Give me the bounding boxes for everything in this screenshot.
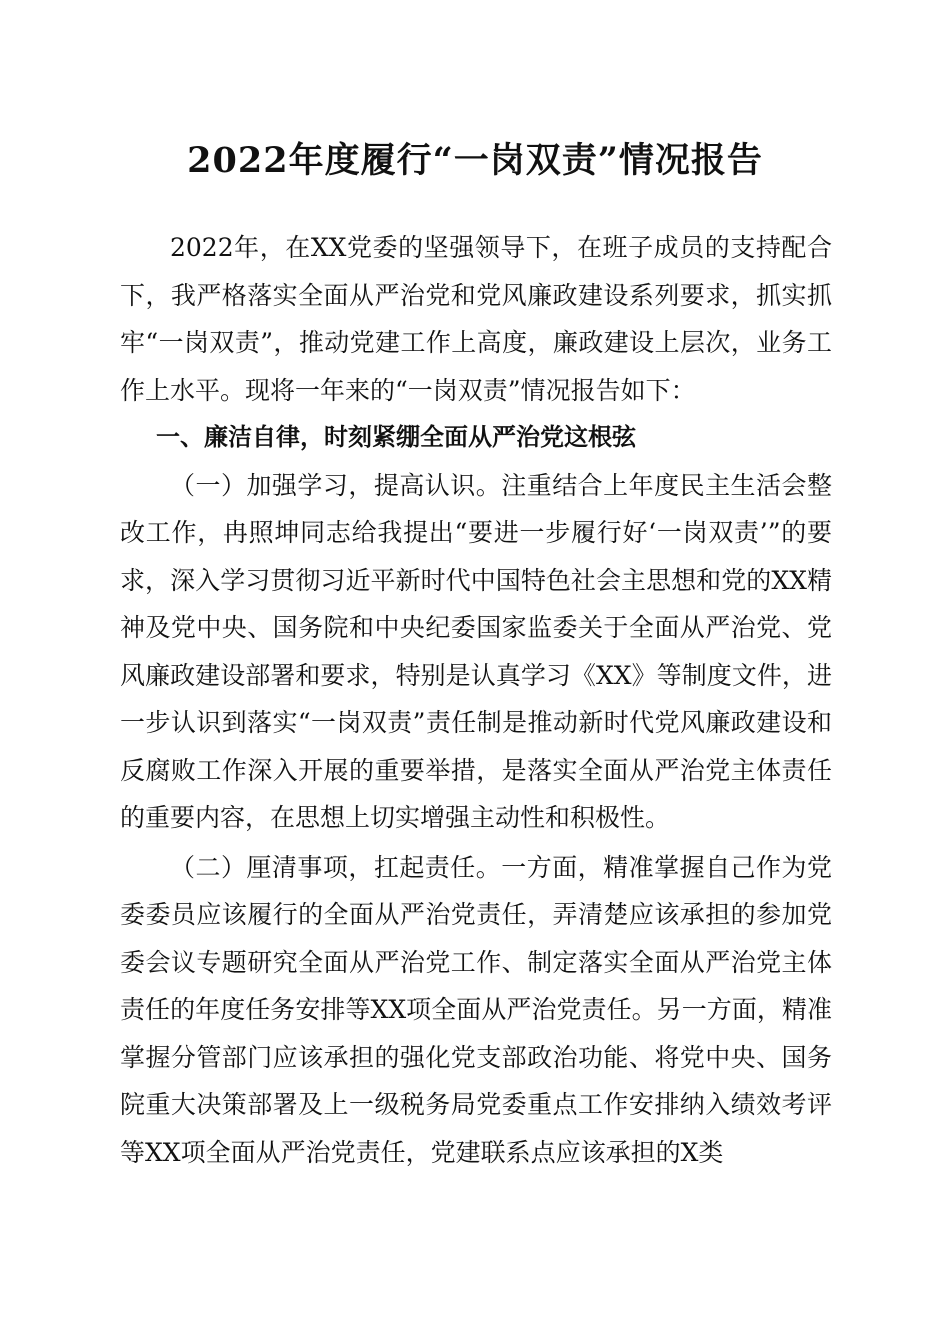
paragraph-study: （一）加强学习，提高认识。注重结合上年度民主生活会整改工作，冉照坤同志给我提出“要进一步履行好‘一岗双责’”的要求，深入学习贯彻习近平新时代中国特色社会主思想和党的XX精神及党中央、国务院和中央纪委国家监委关于全面从严治党、党风廉政建设部署和要求，特别是认真学习《XX》等制度文件，进一步认识到落实“一岗双责”责任制是推动新时代党风廉政建设和反腐败工作深入开展的重要举措，是落实全面从严治党主体责任的重要内容，在思想上切实增强主动性和积极性。 <box>120 470 832 832</box>
paragraph-responsibility: （二）厘清事项，扛起责任。一方面，精准掌握自己作为党委委员应该履行的全面从严治党责任，弄清楚应该承担的参加党委会议专题研究全面从严治党工作、制定落实全面从严治党主体责任的年度任务安排等XX项全面从严治党责任。另一方面，精准掌握分管部门应该承担的强化党支部政治功能、将党中央、国务院重大决策部署及上一级税务局党委重点工作安排纳入绩效考评等XX项全面从严治党责任，党建联系点应该承担的X类 <box>120 852 832 1167</box>
document-title: 2022年度履行“一岗双责”情况报告 <box>187 140 763 181</box>
document-body <box>120 224 832 1176</box>
section-heading-1: 一、廉洁自律，时刻紧绷全面从严治党这根弦 <box>156 423 636 451</box>
intro-paragraph: 2022年，在XX党委的坚强领导下，在班子成员的支持配合下，我严格落实全面从严治党和党风廉政建设系列要求，抓实抓牢“一岗双责”，推动党建工作上高度，廉政建设上层次，业务工作上水平。现将一年来的“一岗双责”情况报告如下： <box>120 233 832 405</box>
